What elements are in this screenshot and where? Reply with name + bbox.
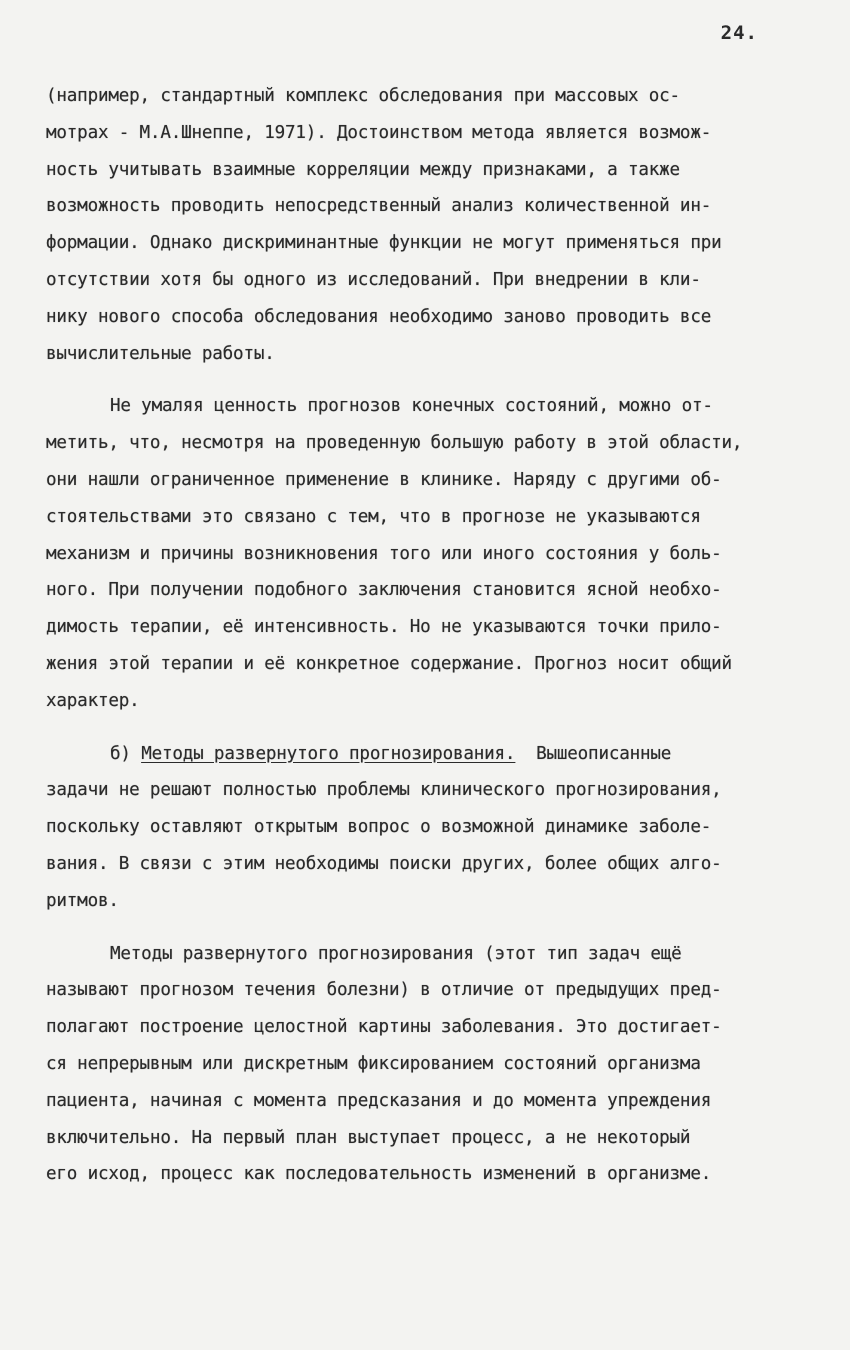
text-line: ся непрерывным или дискретным фиксированием состояний организма bbox=[46, 1053, 701, 1074]
text-line: его исход, процесс как последовательность изменений в организме. bbox=[46, 1164, 712, 1185]
text-line: пациента, начиная с момента предсказания и до момента упреждения bbox=[46, 1090, 712, 1111]
text-line: стоятельствами это связано с тем, что в прогнозе не указываются bbox=[46, 506, 701, 527]
text-line: нику нового способа обследования необходимо заново проводить все bbox=[46, 306, 712, 327]
paragraph-1 bbox=[46, 78, 786, 372]
text-line: жения этой терапии и её конкретное содержание. Прогноз носит общий bbox=[46, 653, 732, 674]
text-line: поскольку оставляют открытым вопрос о возможной динамике заболе- bbox=[46, 817, 712, 838]
text-line: характер. bbox=[46, 690, 140, 711]
text-line: формации. Однако дискриминантные функции не могут применяться при bbox=[46, 233, 722, 254]
text-line: отсутствии хотя бы одного из исследований. При внедрении в кли- bbox=[46, 269, 701, 290]
text-line: метить, что, несмотря на проведенную большую работу в этой области, bbox=[46, 433, 743, 454]
paragraph-2 bbox=[46, 388, 786, 719]
text-line: они нашли ограниченное применение в клинике. Наряду с другими об- bbox=[46, 469, 722, 490]
text-line: ного. При получении подобного заключения становится ясной необхо- bbox=[46, 580, 722, 601]
text-line: полагают построение целостной картины заболевания. Это достигает- bbox=[46, 1017, 722, 1038]
paragraph-3 bbox=[46, 736, 786, 920]
paragraph-gap bbox=[46, 720, 786, 736]
page-number: 24. bbox=[720, 22, 758, 44]
body-text bbox=[46, 78, 786, 1193]
text-line: вычислительные работы. bbox=[46, 343, 275, 364]
text-line: димость терапии, её интенсивность. Но не указываются точки прило- bbox=[46, 617, 722, 638]
text-line: (например, стандартный комплекс обследования при массовых ос- bbox=[46, 86, 680, 106]
text-line: называют прогнозом течения болезни) в отличие от предыдущих пред- bbox=[46, 980, 722, 1001]
section-marker: б) bbox=[110, 743, 142, 764]
paragraph-gap bbox=[46, 372, 786, 388]
text-line: вания. В связи с этим необходимы поиски других, более общих алго- bbox=[46, 853, 722, 874]
text-fragment: Вышеописанные bbox=[515, 743, 672, 764]
text-line: задачи не решают полностью проблемы клинического прогнозирования, bbox=[46, 780, 722, 801]
paragraph-gap bbox=[46, 920, 786, 936]
text-line: ритмов. bbox=[46, 890, 119, 911]
text-line: Не умаляя ценность прогнозов конечных состояний, можно от- bbox=[110, 396, 713, 417]
text-line: Методы развернутого прогнозирования (этот тип задач ещё bbox=[110, 943, 682, 964]
text-line: ность учитывать взаимные корреляции между признаками, а также bbox=[46, 159, 680, 180]
text-line: включительно. На первый план выступает процесс, а не некоторый bbox=[46, 1127, 691, 1148]
paragraph-4 bbox=[46, 936, 786, 1194]
text-line: возможность проводить непосредственный анализ количественной ин- bbox=[46, 196, 712, 217]
section-heading-line bbox=[46, 736, 786, 773]
text-line: мотрах - М.А.Шнеппе, 1971). Достоинством метода является возмож- bbox=[46, 122, 712, 143]
text-line: механизм и причины возникновения того или иного состояния у боль- bbox=[46, 543, 722, 564]
section-heading: Методы развернутого прогнозирования. bbox=[141, 743, 516, 764]
